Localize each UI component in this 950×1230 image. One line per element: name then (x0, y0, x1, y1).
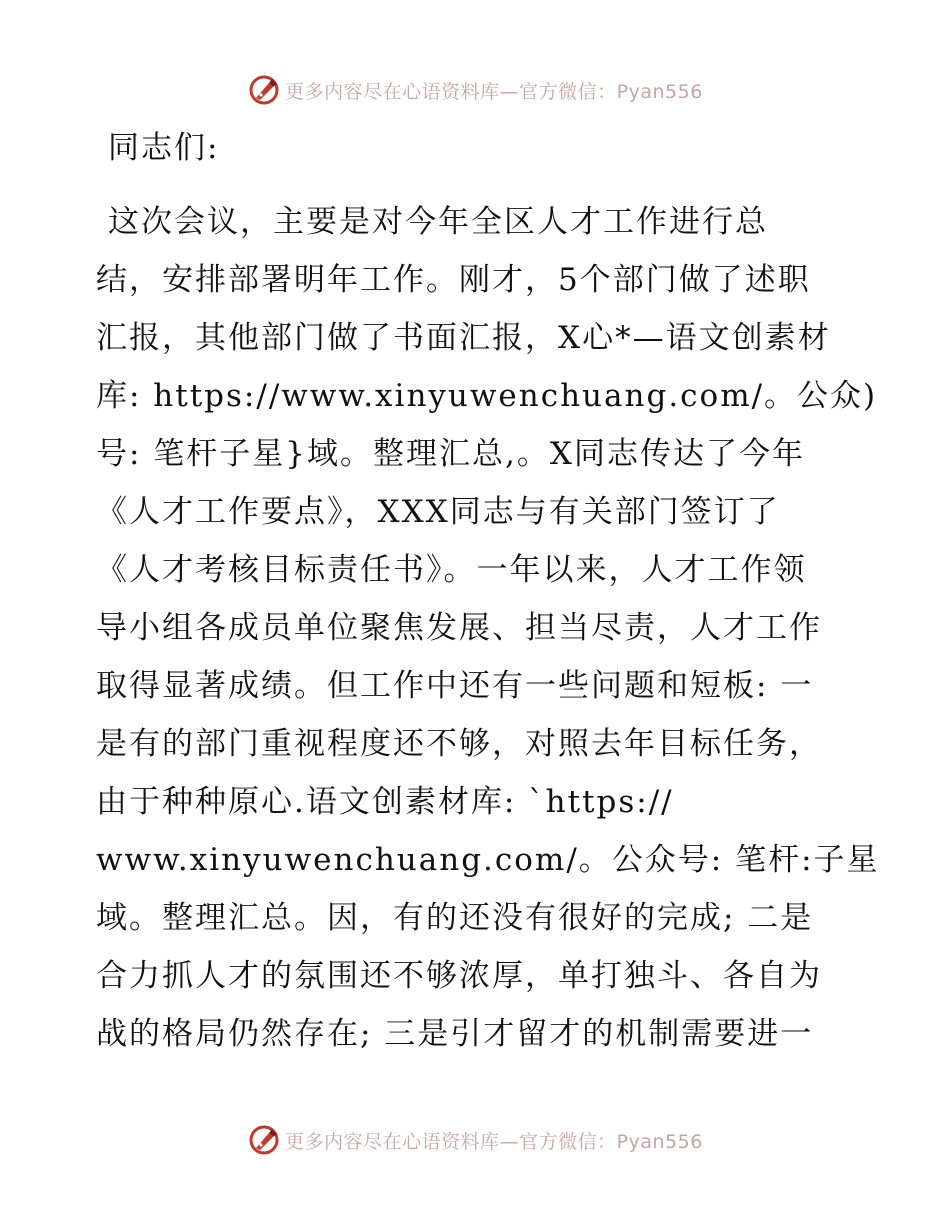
paragraph-line: 取得显著成绩。但工作中还有一些问题和短板: 一 (96, 668, 814, 704)
paragraph-line: 这次会议，主要是对今年全区人才工作进行总 (108, 204, 768, 240)
pen-nib-logo-icon (247, 1123, 281, 1157)
paragraph-line: 是有的部门重视程度还不够，对照去年目标任务， (96, 726, 822, 762)
paragraph-line: 导小组各成员单位聚焦发展、担当尽责，人才工作 (96, 610, 822, 646)
paragraph-line: 号: 笔杆子星}域。整理汇总,。X同志传达了今年 (96, 436, 805, 472)
paragraph-line: www.xinyuwenchuang.com/。公众号: 笔杆:子星 (96, 842, 880, 878)
paragraph-line: 汇报，其他部门做了书面汇报，X心*—语文创素材 (96, 320, 831, 356)
banner-text: 更多内容尽在心语资料库—官方微信：Pyan556 (285, 1130, 703, 1153)
paragraph-line: 域。整理汇总。因，有的还没有很好的完成; 二是 (96, 900, 814, 936)
paragraph-line: 由于种种原心.语文创素材库: `https:// (96, 784, 674, 820)
paragraph-line: 《人才工作要点》，XXX同志与有关部门签订了 (96, 494, 780, 530)
footer-banner (0, 1120, 950, 1160)
paragraph-line: 库: https://www.xinyuwenchuang.com/。公众) (96, 378, 878, 414)
paragraph-line: 战的格局仍然存在; 三是引才留才的机制需要进一 (96, 1016, 814, 1052)
paragraph-line: 《人才考核目标责任书》。一年以来，人才工作领 (96, 552, 807, 588)
greeting: 同志们: (108, 130, 220, 166)
banner-text: 更多内容尽在心语资料库—官方微信：Pyan556 (285, 80, 703, 103)
paragraph-line: 合力抓人才的氛围还不够浓厚，单打独斗、各自为 (96, 958, 822, 994)
paragraph-line: 结，安排部署明年工作。刚才，5个部门做了述职 (96, 262, 811, 298)
